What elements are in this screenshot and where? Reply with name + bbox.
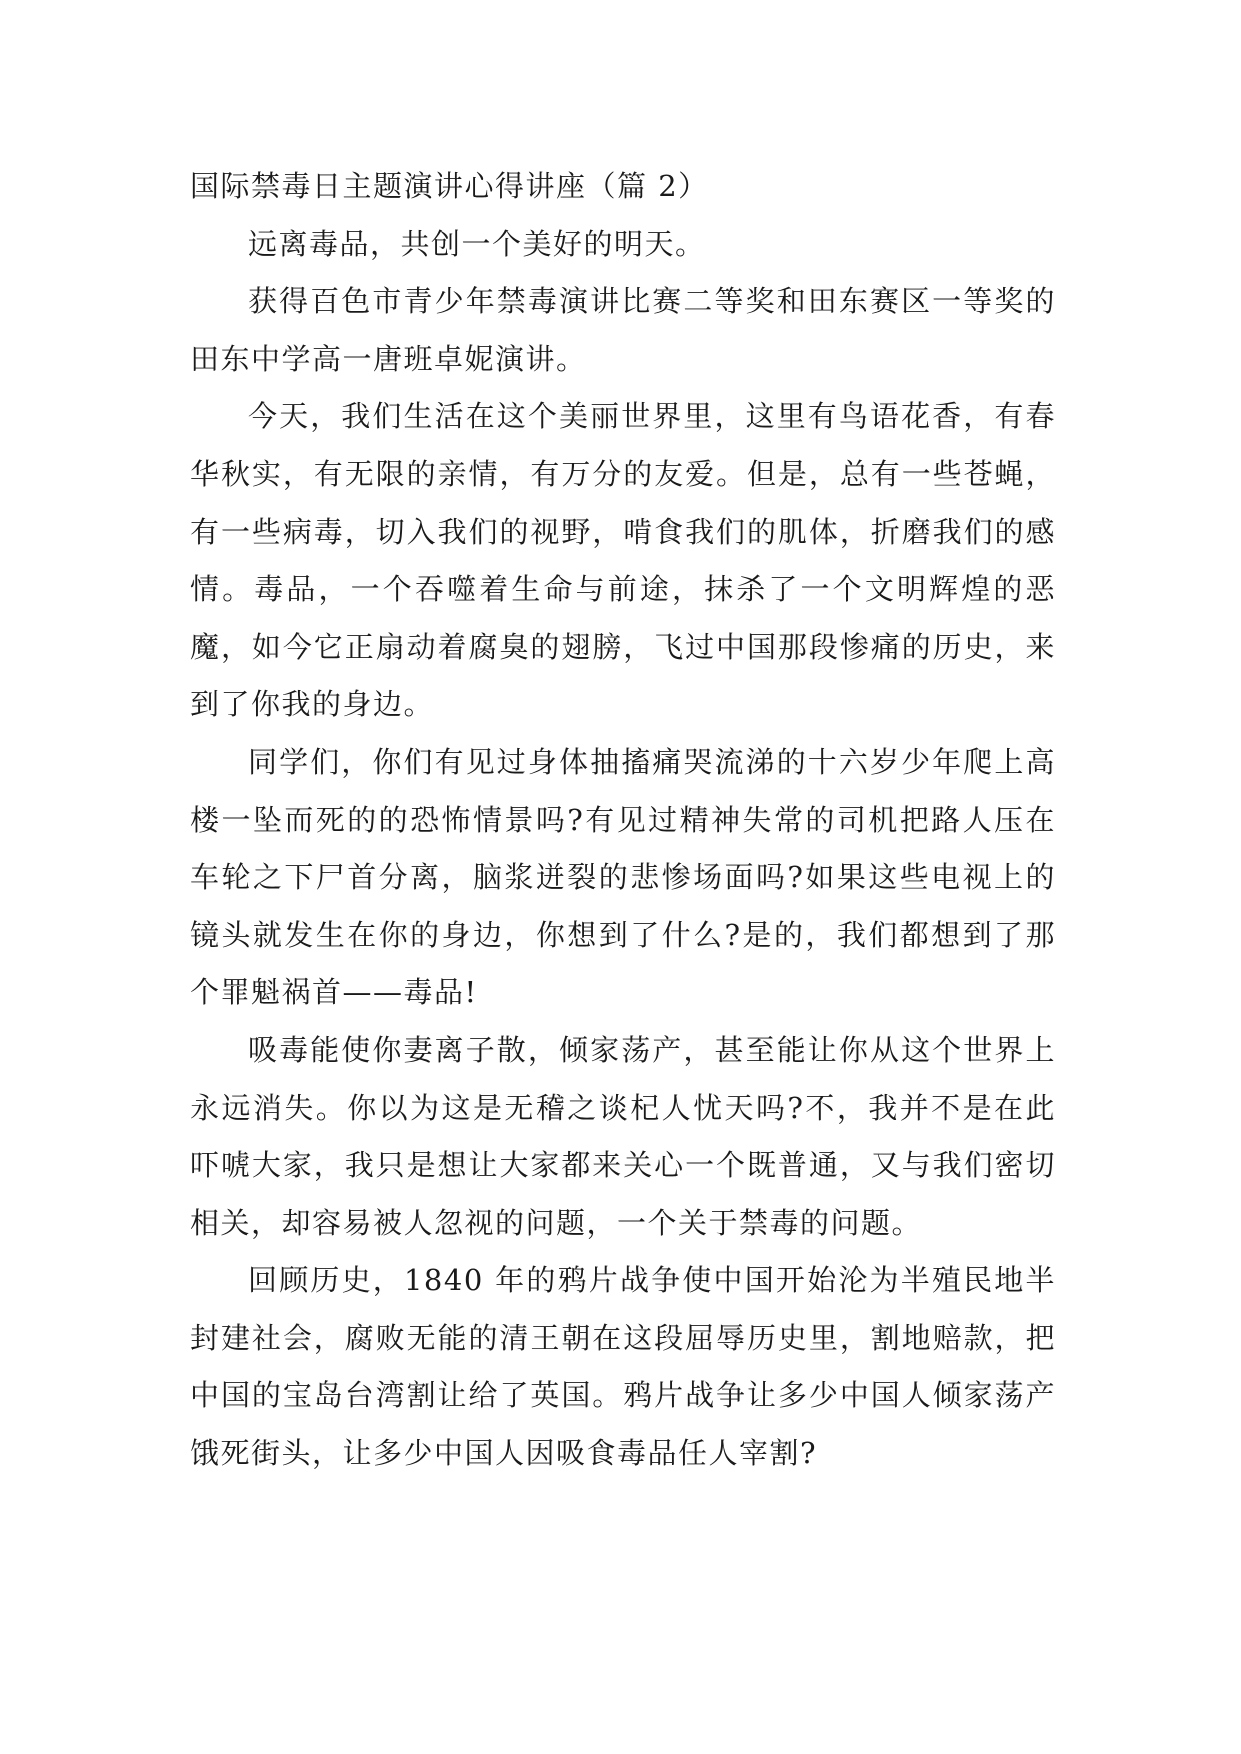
paragraph-opening: 今天，我们生活在这个美丽世界里，这里有鸟语花香，有春华秋实，有无限的亲情，有万分的友爱。但是，总有一些苍蝇，有一些病毒，切入我们的视野，啃食我们的肌体，折磨我们的感情。毒品，一个吞噬着生命与前途，抹杀了一个文明辉煌的恶魔，如今它正扇动着腐臭的翅膀，飞过中国那段惨痛的历史，来到了你我的身边。	[190, 399, 1056, 722]
paragraph-questions: 同学们，你们有见过身体抽搐痛哭流涕的十六岁少年爬上高楼一坠而死的的恐怖情景吗?有见过精神失常的司机把路人压在车轮之下尸首分离，脑浆迸裂的悲惨场面吗?如果这些电视上的镜头就发生在你的身边，你想到了什么?是的，我们都想到了那个罪魁祸首——毒品!	[190, 744, 1056, 1010]
paragraph-slogan: 远离毒品，共创一个美好的明天。	[248, 226, 706, 261]
paragraph-harm: 吸毒能使你妻离子散，倾家荡产，甚至能让你从这个世界上永远消失。你以为这是无稽之谈杞人忧天吗?不，我并不是在此吓唬大家，我只是想让大家都来关心一个既普通，又与我们密切相关，却容易被人忽视的问题，一个关于禁毒的问题。	[190, 1032, 1056, 1240]
paragraph-history: 回顾历史，1840 年的鸦片战争使中国开始沦为半殖民地半封建社会，腐败无能的清王朝在这段屈辱历史里，割地赔款，把中国的宝岛台湾割让给了英国。鸦片战争让多少中国人倾家荡产饿死街头，让多少中国人因吸食毒品任人宰割?	[190, 1263, 1056, 1471]
document-body	[190, 158, 1056, 1483]
document-title: 国际禁毒日主题演讲心得讲座（篇 2）	[190, 169, 709, 203]
paragraph-speaker-intro: 获得百色市青少年禁毒演讲比赛二等奖和田东赛区一等奖的田东中学高一唐班卓妮演讲。	[190, 284, 1056, 376]
